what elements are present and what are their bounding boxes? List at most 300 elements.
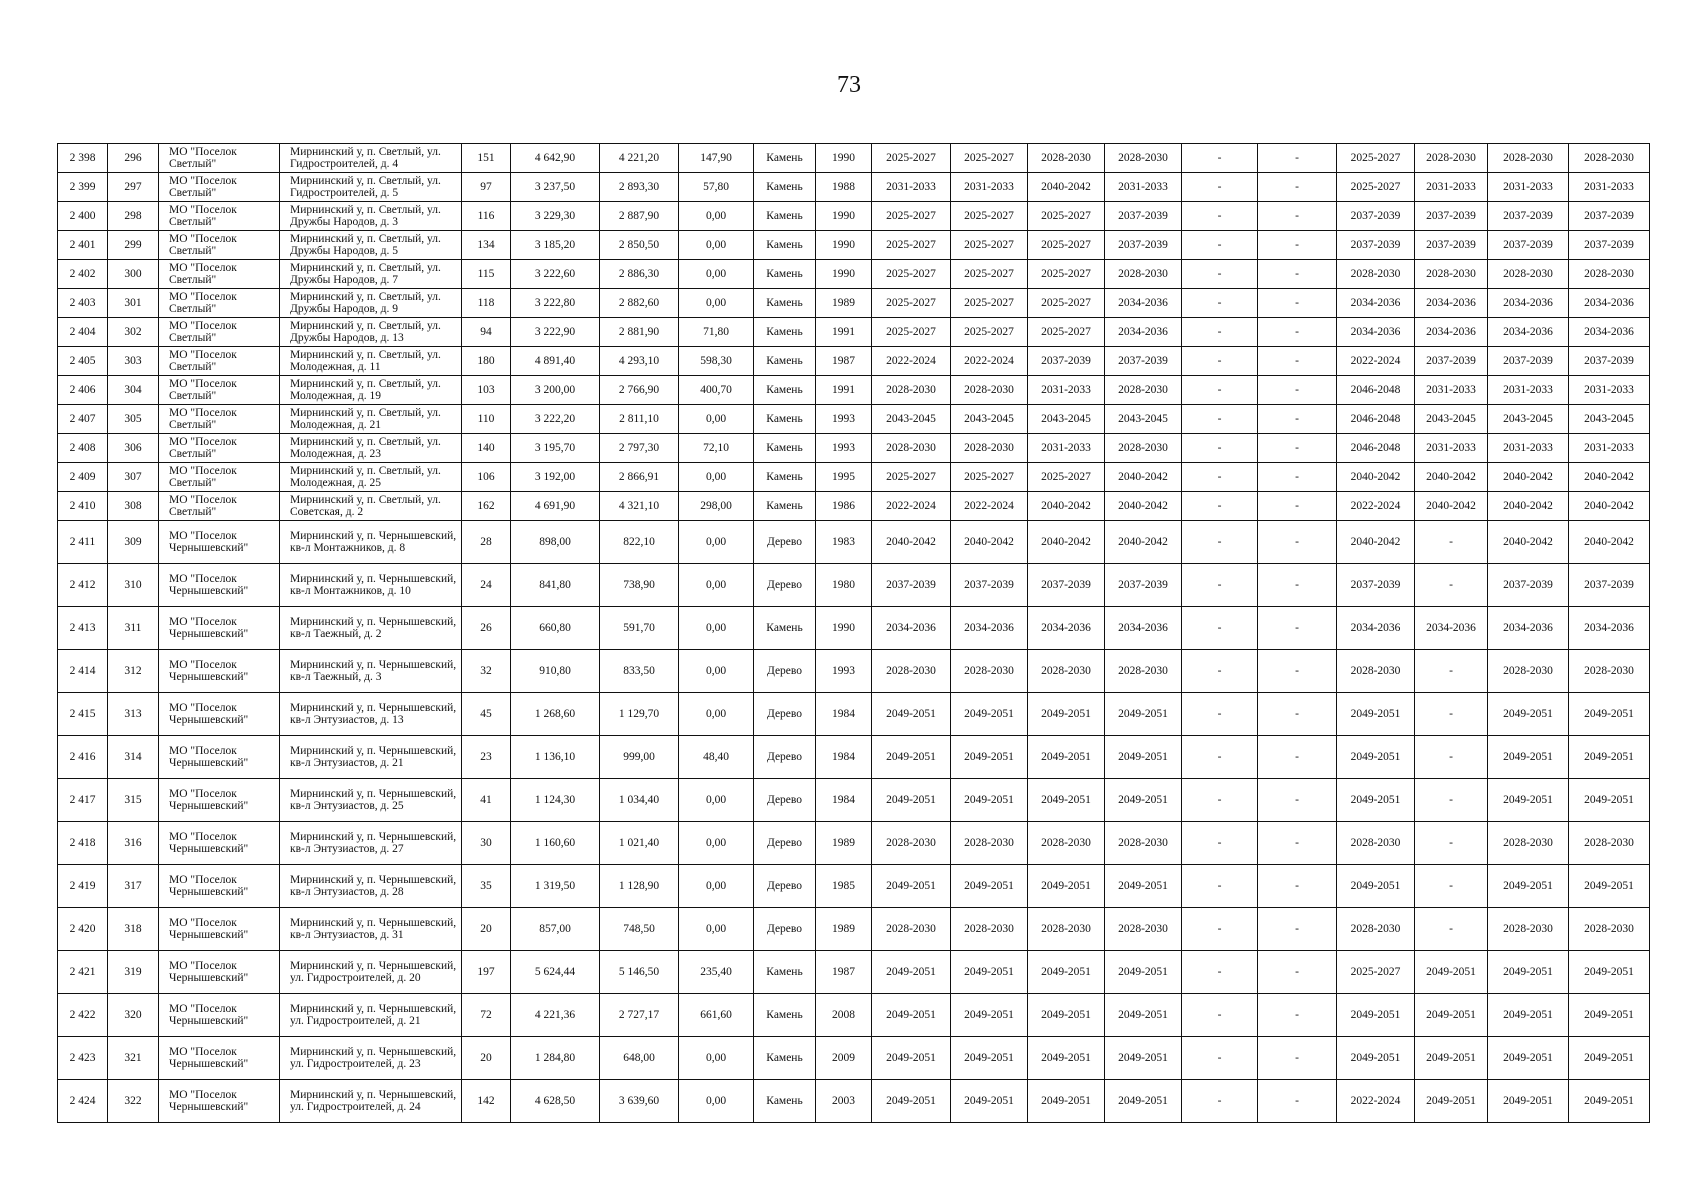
- cell-period-electrical: 2037-2039: [1488, 202, 1569, 231]
- cell-period-electrical: 2028-2030: [1488, 144, 1569, 173]
- cell-period-lift-shaft: -: [1258, 463, 1337, 492]
- cell-nonliving-area: 72,10: [679, 434, 754, 463]
- cell-period-facade: 2049-2051: [951, 1080, 1028, 1123]
- cell-period-electrical: 2040-2042: [1488, 521, 1569, 564]
- cell-period-elevator: -: [1182, 144, 1258, 173]
- cell-municipality: МО "Поселок Чернышевский": [159, 865, 280, 908]
- cell-total-area: 3 192,00: [511, 463, 600, 492]
- cell-residents: 23: [462, 736, 511, 779]
- cell-period-elevator: -: [1182, 736, 1258, 779]
- cell-period-basement: -: [1415, 650, 1488, 693]
- cell-period-elevator: -: [1182, 231, 1258, 260]
- cell-address: Мирнинский у, п. Чернышевский, кв-л Таежный, д. 2: [280, 607, 462, 650]
- cell-local-number: 302: [108, 318, 159, 347]
- cell-period-water: 2031-2033: [1569, 434, 1650, 463]
- cell-period-water: 2031-2033: [1569, 173, 1650, 202]
- cell-period-electrical: 2049-2051: [1488, 1037, 1569, 1080]
- cell-period-facade: 2031-2033: [951, 173, 1028, 202]
- cell-period-roof: 2028-2030: [872, 908, 951, 951]
- cell-total-area: 3 222,60: [511, 260, 600, 289]
- cell-period-basement: 2043-2045: [1415, 405, 1488, 434]
- cell-total-area: 3 222,20: [511, 405, 600, 434]
- cell-local-number: 315: [108, 779, 159, 822]
- cell-nonliving-area: 235,40: [679, 951, 754, 994]
- cell-living-area: 591,70: [600, 607, 679, 650]
- cell-period-heating: 2022-2024: [1337, 347, 1415, 376]
- cell-row-number: 2 405: [58, 347, 108, 376]
- cell-period-facade: 2028-2030: [951, 650, 1028, 693]
- cell-period-elevator: -: [1182, 1080, 1258, 1123]
- cell-living-area: 4 293,10: [600, 347, 679, 376]
- cell-period-heating: 2022-2024: [1337, 1080, 1415, 1123]
- cell-nonliving-area: 0,00: [679, 1037, 754, 1080]
- cell-build-year: 1986: [816, 492, 872, 521]
- cell-build-year: 1983: [816, 521, 872, 564]
- cell-period-elevator: -: [1182, 463, 1258, 492]
- cell-period-roof: 2049-2051: [872, 865, 951, 908]
- cell-period-water: 2049-2051: [1569, 736, 1650, 779]
- cell-row-number: 2 423: [58, 1037, 108, 1080]
- cell-residents: 35: [462, 865, 511, 908]
- cell-row-number: 2 404: [58, 318, 108, 347]
- cell-period-roof: 2025-2027: [872, 231, 951, 260]
- cell-period-heating: 2046-2048: [1337, 434, 1415, 463]
- cell-wall-material: Камень: [754, 231, 816, 260]
- cell-period-elevator: -: [1182, 347, 1258, 376]
- cell-period-facade: 2025-2027: [951, 144, 1028, 173]
- cell-period-heating: 2037-2039: [1337, 564, 1415, 607]
- cell-period-elevator: -: [1182, 260, 1258, 289]
- cell-period-roof: 2031-2033: [872, 173, 951, 202]
- cell-living-area: 3 639,60: [600, 1080, 679, 1123]
- cell-living-area: 1 034,40: [600, 779, 679, 822]
- cell-period-electrical: 2034-2036: [1488, 318, 1569, 347]
- cell-wall-material: Камень: [754, 994, 816, 1037]
- cell-period-electrical: 2049-2051: [1488, 865, 1569, 908]
- cell-local-number: 313: [108, 693, 159, 736]
- cell-period-elevator: -: [1182, 779, 1258, 822]
- cell-period-engineering: 2049-2051: [1105, 951, 1182, 994]
- cell-total-area: 4 628,50: [511, 1080, 600, 1123]
- cell-local-number: 320: [108, 994, 159, 1037]
- cell-period-electrical: 2049-2051: [1488, 779, 1569, 822]
- cell-period-water: 2037-2039: [1569, 564, 1650, 607]
- cell-period-elevator: -: [1182, 650, 1258, 693]
- cell-total-area: 1 268,60: [511, 693, 600, 736]
- cell-period-engineering: 2043-2045: [1105, 405, 1182, 434]
- cell-period-electrical: 2034-2036: [1488, 289, 1569, 318]
- cell-nonliving-area: 147,90: [679, 144, 754, 173]
- cell-period-foundation: 2031-2033: [1028, 376, 1105, 405]
- table-row: [58, 865, 1650, 908]
- cell-build-year: 1984: [816, 693, 872, 736]
- cell-period-lift-shaft: -: [1258, 908, 1337, 951]
- cell-period-heating: 2028-2030: [1337, 260, 1415, 289]
- cell-period-electrical: 2037-2039: [1488, 564, 1569, 607]
- cell-period-heating: 2034-2036: [1337, 289, 1415, 318]
- cell-build-year: 1990: [816, 231, 872, 260]
- cell-period-facade: 2049-2051: [951, 865, 1028, 908]
- cell-local-number: 300: [108, 260, 159, 289]
- cell-period-lift-shaft: -: [1258, 564, 1337, 607]
- cell-total-area: 910,80: [511, 650, 600, 693]
- cell-period-electrical: 2049-2051: [1488, 1080, 1569, 1123]
- cell-period-basement: 2031-2033: [1415, 376, 1488, 405]
- cell-period-elevator: -: [1182, 434, 1258, 463]
- cell-row-number: 2 420: [58, 908, 108, 951]
- cell-period-facade: 2034-2036: [951, 607, 1028, 650]
- cell-period-water: 2031-2033: [1569, 376, 1650, 405]
- cell-period-foundation: 2049-2051: [1028, 865, 1105, 908]
- cell-period-water: 2049-2051: [1569, 1080, 1650, 1123]
- cell-period-electrical: 2031-2033: [1488, 173, 1569, 202]
- cell-period-basement: 2037-2039: [1415, 231, 1488, 260]
- cell-residents: 30: [462, 822, 511, 865]
- cell-period-lift-shaft: -: [1258, 822, 1337, 865]
- table-row: [58, 434, 1650, 463]
- cell-period-heating: 2034-2036: [1337, 607, 1415, 650]
- cell-total-area: 3 222,90: [511, 318, 600, 347]
- cell-period-foundation: 2034-2036: [1028, 607, 1105, 650]
- cell-period-roof: 2049-2051: [872, 951, 951, 994]
- cell-period-basement: -: [1415, 736, 1488, 779]
- cell-period-facade: 2049-2051: [951, 693, 1028, 736]
- cell-period-foundation: 2037-2039: [1028, 564, 1105, 607]
- cell-period-engineering: 2034-2036: [1105, 289, 1182, 318]
- cell-build-year: 1993: [816, 405, 872, 434]
- cell-address: Мирнинский у, п. Чернышевский, ул. Гидростроителей, д. 23: [280, 1037, 462, 1080]
- cell-wall-material: Камень: [754, 405, 816, 434]
- cell-period-basement: 2028-2030: [1415, 260, 1488, 289]
- cell-residents: 142: [462, 1080, 511, 1123]
- cell-period-elevator: -: [1182, 492, 1258, 521]
- cell-period-foundation: 2049-2051: [1028, 994, 1105, 1037]
- cell-period-roof: 2037-2039: [872, 564, 951, 607]
- cell-period-engineering: 2040-2042: [1105, 492, 1182, 521]
- cell-build-year: 1990: [816, 607, 872, 650]
- cell-period-basement: 2034-2036: [1415, 607, 1488, 650]
- cell-period-elevator: -: [1182, 405, 1258, 434]
- cell-row-number: 2 409: [58, 463, 108, 492]
- cell-period-engineering: 2031-2033: [1105, 173, 1182, 202]
- cell-nonliving-area: 0,00: [679, 521, 754, 564]
- cell-period-lift-shaft: -: [1258, 779, 1337, 822]
- cell-period-facade: 2028-2030: [951, 434, 1028, 463]
- cell-period-engineering: 2028-2030: [1105, 434, 1182, 463]
- table-row: [58, 607, 1650, 650]
- cell-period-heating: 2046-2048: [1337, 376, 1415, 405]
- cell-municipality: МО "Поселок Чернышевский": [159, 521, 280, 564]
- cell-wall-material: Камень: [754, 951, 816, 994]
- cell-period-basement: -: [1415, 865, 1488, 908]
- cell-period-heating: 2022-2024: [1337, 492, 1415, 521]
- cell-total-area: 857,00: [511, 908, 600, 951]
- cell-living-area: 2 811,10: [600, 405, 679, 434]
- cell-period-elevator: -: [1182, 693, 1258, 736]
- cell-row-number: 2 419: [58, 865, 108, 908]
- cell-period-engineering: 2037-2039: [1105, 231, 1182, 260]
- cell-period-engineering: 2040-2042: [1105, 521, 1182, 564]
- cell-period-foundation: 2037-2039: [1028, 347, 1105, 376]
- cell-period-elevator: -: [1182, 376, 1258, 405]
- cell-period-elevator: -: [1182, 951, 1258, 994]
- cell-total-area: 4 221,36: [511, 994, 600, 1037]
- cell-period-water: 2040-2042: [1569, 521, 1650, 564]
- cell-period-electrical: 2049-2051: [1488, 994, 1569, 1037]
- cell-living-area: 1 129,70: [600, 693, 679, 736]
- cell-period-engineering: 2037-2039: [1105, 564, 1182, 607]
- cell-local-number: 308: [108, 492, 159, 521]
- cell-period-engineering: 2028-2030: [1105, 908, 1182, 951]
- cell-period-facade: 2028-2030: [951, 822, 1028, 865]
- cell-residents: 140: [462, 434, 511, 463]
- cell-build-year: 1984: [816, 779, 872, 822]
- cell-period-basement: 2049-2051: [1415, 994, 1488, 1037]
- page-number: 73: [837, 72, 861, 98]
- cell-municipality: МО "Поселок Чернышевский": [159, 607, 280, 650]
- cell-address: Мирнинский у, п. Светлый, ул. Гидростроителей, д. 4: [280, 144, 462, 173]
- table-row: [58, 376, 1650, 405]
- cell-period-water: 2049-2051: [1569, 951, 1650, 994]
- table-row: [58, 144, 1650, 173]
- cell-period-heating: 2046-2048: [1337, 405, 1415, 434]
- cell-total-area: 660,80: [511, 607, 600, 650]
- cell-period-engineering: 2049-2051: [1105, 779, 1182, 822]
- cell-period-water: 2028-2030: [1569, 908, 1650, 951]
- cell-municipality: МО "Поселок Светлый": [159, 231, 280, 260]
- cell-residents: 180: [462, 347, 511, 376]
- cell-address: Мирнинский у, п. Светлый, ул. Молодежная, д. 11: [280, 347, 462, 376]
- cell-period-heating: 2028-2030: [1337, 908, 1415, 951]
- cell-row-number: 2 417: [58, 779, 108, 822]
- cell-period-water: 2049-2051: [1569, 865, 1650, 908]
- cell-total-area: 841,80: [511, 564, 600, 607]
- cell-municipality: МО "Поселок Светлый": [159, 289, 280, 318]
- cell-period-foundation: 2043-2045: [1028, 405, 1105, 434]
- cell-nonliving-area: 0,00: [679, 289, 754, 318]
- cell-local-number: 310: [108, 564, 159, 607]
- cell-period-foundation: 2028-2030: [1028, 144, 1105, 173]
- cell-municipality: МО "Поселок Светлый": [159, 260, 280, 289]
- cell-period-engineering: 2028-2030: [1105, 376, 1182, 405]
- cell-period-roof: 2028-2030: [872, 822, 951, 865]
- cell-nonliving-area: 0,00: [679, 865, 754, 908]
- cell-period-lift-shaft: -: [1258, 1080, 1337, 1123]
- table-row: [58, 822, 1650, 865]
- cell-period-electrical: 2031-2033: [1488, 434, 1569, 463]
- cell-residents: 162: [462, 492, 511, 521]
- cell-period-water: 2037-2039: [1569, 202, 1650, 231]
- cell-wall-material: Камень: [754, 434, 816, 463]
- cell-living-area: 748,50: [600, 908, 679, 951]
- table-row: [58, 202, 1650, 231]
- cell-period-heating: 2049-2051: [1337, 865, 1415, 908]
- cell-build-year: 1990: [816, 144, 872, 173]
- cell-period-basement: 2040-2042: [1415, 492, 1488, 521]
- cell-local-number: 309: [108, 521, 159, 564]
- cell-period-water: 2028-2030: [1569, 260, 1650, 289]
- cell-row-number: 2 411: [58, 521, 108, 564]
- cell-period-engineering: 2034-2036: [1105, 318, 1182, 347]
- cell-period-lift-shaft: -: [1258, 951, 1337, 994]
- cell-wall-material: Дерево: [754, 521, 816, 564]
- cell-period-facade: 2049-2051: [951, 1037, 1028, 1080]
- cell-total-area: 5 624,44: [511, 951, 600, 994]
- cell-period-elevator: -: [1182, 994, 1258, 1037]
- cell-period-foundation: 2049-2051: [1028, 1080, 1105, 1123]
- cell-build-year: 1984: [816, 736, 872, 779]
- cell-period-roof: 2022-2024: [872, 492, 951, 521]
- cell-total-area: 1 319,50: [511, 865, 600, 908]
- cell-living-area: 738,90: [600, 564, 679, 607]
- cell-build-year: 1990: [816, 202, 872, 231]
- cell-municipality: МО "Поселок Светлый": [159, 434, 280, 463]
- cell-nonliving-area: 0,00: [679, 202, 754, 231]
- cell-period-heating: 2049-2051: [1337, 779, 1415, 822]
- cell-period-basement: -: [1415, 822, 1488, 865]
- cell-period-heating: 2037-2039: [1337, 231, 1415, 260]
- cell-period-foundation: 2028-2030: [1028, 822, 1105, 865]
- cell-municipality: МО "Поселок Светлый": [159, 202, 280, 231]
- cell-wall-material: Камень: [754, 1080, 816, 1123]
- cell-row-number: 2 403: [58, 289, 108, 318]
- cell-local-number: 306: [108, 434, 159, 463]
- table-row: [58, 779, 1650, 822]
- table-row: [58, 260, 1650, 289]
- cell-period-water: 2028-2030: [1569, 144, 1650, 173]
- cell-build-year: 1980: [816, 564, 872, 607]
- cell-residents: 20: [462, 908, 511, 951]
- cell-period-water: 2040-2042: [1569, 492, 1650, 521]
- cell-wall-material: Камень: [754, 260, 816, 289]
- cell-residents: 97: [462, 173, 511, 202]
- cell-nonliving-area: 0,00: [679, 822, 754, 865]
- cell-local-number: 314: [108, 736, 159, 779]
- cell-row-number: 2 401: [58, 231, 108, 260]
- cell-period-water: 2028-2030: [1569, 822, 1650, 865]
- cell-period-engineering: 2028-2030: [1105, 260, 1182, 289]
- cell-address: Мирнинский у, п. Чернышевский, кв-л Энтузиастов, д. 13: [280, 693, 462, 736]
- cell-period-roof: 2025-2027: [872, 463, 951, 492]
- table-row: [58, 347, 1650, 376]
- cell-living-area: 2 850,50: [600, 231, 679, 260]
- cell-period-foundation: 2049-2051: [1028, 736, 1105, 779]
- cell-build-year: 2003: [816, 1080, 872, 1123]
- cell-period-foundation: 2049-2051: [1028, 951, 1105, 994]
- cell-local-number: 296: [108, 144, 159, 173]
- cell-municipality: МО "Поселок Светлый": [159, 492, 280, 521]
- cell-nonliving-area: 0,00: [679, 1080, 754, 1123]
- cell-period-basement: 2049-2051: [1415, 1080, 1488, 1123]
- cell-period-electrical: 2028-2030: [1488, 650, 1569, 693]
- cell-address: Мирнинский у, п. Чернышевский, кв-л Энтузиастов, д. 28: [280, 865, 462, 908]
- cell-period-elevator: -: [1182, 564, 1258, 607]
- cell-row-number: 2 406: [58, 376, 108, 405]
- cell-total-area: 898,00: [511, 521, 600, 564]
- cell-period-electrical: 2034-2036: [1488, 607, 1569, 650]
- cell-wall-material: Камень: [754, 202, 816, 231]
- cell-wall-material: Камень: [754, 318, 816, 347]
- cell-period-lift-shaft: -: [1258, 144, 1337, 173]
- cell-municipality: МО "Поселок Чернышевский": [159, 564, 280, 607]
- cell-build-year: 1985: [816, 865, 872, 908]
- cell-period-electrical: 2049-2051: [1488, 693, 1569, 736]
- cell-period-facade: 2037-2039: [951, 564, 1028, 607]
- cell-period-lift-shaft: -: [1258, 521, 1337, 564]
- cell-wall-material: Камень: [754, 376, 816, 405]
- cell-row-number: 2 400: [58, 202, 108, 231]
- cell-period-elevator: -: [1182, 1037, 1258, 1080]
- cell-residents: 134: [462, 231, 511, 260]
- cell-build-year: 1987: [816, 347, 872, 376]
- cell-period-lift-shaft: -: [1258, 347, 1337, 376]
- table-row: [58, 405, 1650, 434]
- cell-nonliving-area: 0,00: [679, 231, 754, 260]
- cell-living-area: 2 881,90: [600, 318, 679, 347]
- cell-period-facade: 2025-2027: [951, 260, 1028, 289]
- cell-row-number: 2 398: [58, 144, 108, 173]
- cell-period-water: 2037-2039: [1569, 347, 1650, 376]
- cell-local-number: 298: [108, 202, 159, 231]
- cell-municipality: МО "Поселок Чернышевский": [159, 908, 280, 951]
- cell-build-year: 2009: [816, 1037, 872, 1080]
- cell-residents: 41: [462, 779, 511, 822]
- table-row: [58, 736, 1650, 779]
- cell-period-roof: 2025-2027: [872, 260, 951, 289]
- cell-row-number: 2 414: [58, 650, 108, 693]
- cell-residents: 26: [462, 607, 511, 650]
- cell-period-lift-shaft: -: [1258, 492, 1337, 521]
- cell-address: Мирнинский у, п. Чернышевский, кв-л Таежный, д. 3: [280, 650, 462, 693]
- cell-period-foundation: 2028-2030: [1028, 650, 1105, 693]
- cell-local-number: 318: [108, 908, 159, 951]
- cell-period-engineering: 2040-2042: [1105, 463, 1182, 492]
- table-row: [58, 1080, 1650, 1123]
- cell-period-electrical: 2028-2030: [1488, 908, 1569, 951]
- cell-local-number: 297: [108, 173, 159, 202]
- cell-row-number: 2 424: [58, 1080, 108, 1123]
- cell-period-heating: 2034-2036: [1337, 318, 1415, 347]
- cell-period-facade: 2049-2051: [951, 736, 1028, 779]
- table-row: [58, 318, 1650, 347]
- cell-total-area: 3 222,80: [511, 289, 600, 318]
- cell-period-heating: 2028-2030: [1337, 650, 1415, 693]
- table-row: [58, 521, 1650, 564]
- cell-period-roof: 2049-2051: [872, 779, 951, 822]
- cell-period-heating: 2040-2042: [1337, 463, 1415, 492]
- cell-nonliving-area: 0,00: [679, 607, 754, 650]
- cell-period-basement: 2049-2051: [1415, 951, 1488, 994]
- cell-address: Мирнинский у, п. Светлый, ул. Дружбы Народов, д. 5: [280, 231, 462, 260]
- cell-living-area: 2 766,90: [600, 376, 679, 405]
- cell-period-roof: 2022-2024: [872, 347, 951, 376]
- cell-wall-material: Камень: [754, 289, 816, 318]
- cell-address: Мирнинский у, п. Светлый, ул. Молодежная, д. 19: [280, 376, 462, 405]
- cell-local-number: 307: [108, 463, 159, 492]
- cell-build-year: 2008: [816, 994, 872, 1037]
- cell-municipality: МО "Поселок Чернышевский": [159, 693, 280, 736]
- cell-living-area: 648,00: [600, 1037, 679, 1080]
- cell-total-area: 1 136,10: [511, 736, 600, 779]
- cell-period-lift-shaft: -: [1258, 434, 1337, 463]
- cell-period-facade: 2040-2042: [951, 521, 1028, 564]
- cell-period-engineering: 2037-2039: [1105, 347, 1182, 376]
- cell-residents: 103: [462, 376, 511, 405]
- cell-address: Мирнинский у, п. Светлый, ул. Дружбы Народов, д. 9: [280, 289, 462, 318]
- cell-period-facade: 2043-2045: [951, 405, 1028, 434]
- cell-period-foundation: 2025-2027: [1028, 463, 1105, 492]
- cell-wall-material: Дерево: [754, 865, 816, 908]
